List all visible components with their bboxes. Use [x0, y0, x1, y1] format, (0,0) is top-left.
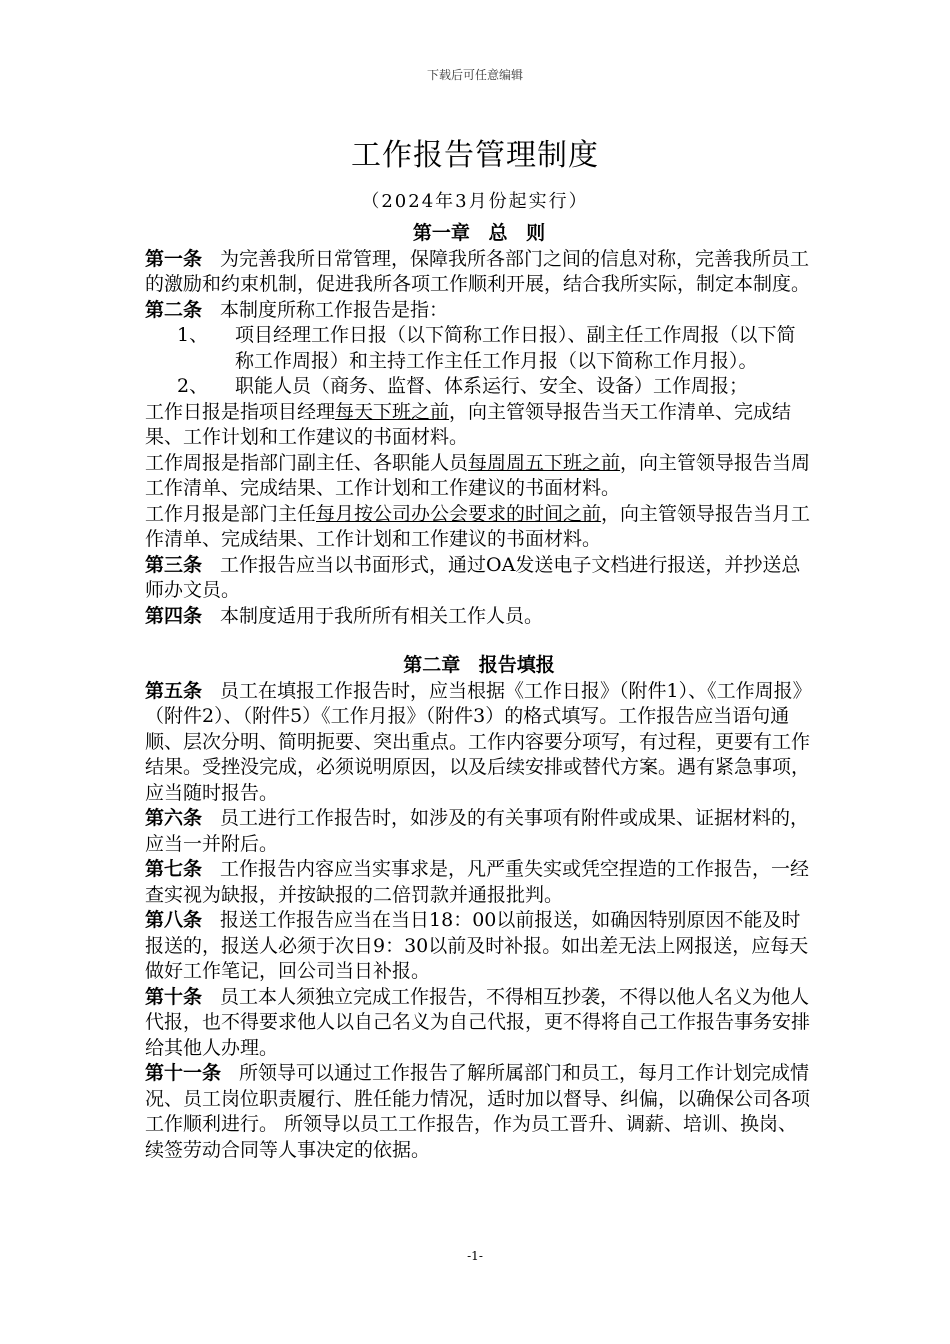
article-label: 第五条 — [145, 679, 203, 702]
definition-daily: 工作日报是指项目经理每天下班之前，向主管领导报告当天工作清单、完成结果、工作计划和工作建议的书面材料。 — [145, 400, 792, 448]
article-label: 第十条 — [145, 985, 203, 1008]
article-text: 员工本人须独立完成工作报告，不得相互抄袭，不得以他人名义为他人代报，也不得要求他人以自己名义为自己代报，更不得将自己工作报告事务安排给其他人办理。 — [145, 985, 811, 1059]
article — [145, 806, 813, 857]
article — [145, 1061, 813, 1163]
article-text: 员工进行工作报告时，如涉及的有关事项有附件或成果、证据材料的，应当一并附后。 — [145, 807, 810, 855]
underlined-deadline: 每周周五下班之前 — [468, 451, 621, 474]
header-note: 下载后可任意编辑 — [426, 68, 523, 82]
definition-monthly: 工作月报是部门主任每月按公司办公会要求的时间之前，向主管领导报告当月工作清单、完成结果、工作计划和工作建议的书面材料。 — [145, 502, 811, 550]
article-text: 为完善我所日常管理，保障我所各部门之间的信息对称，完善我所员工的激励和约束机制，促进我所各项工作顺利开展，结合我所实际，制定本制度。 — [145, 247, 811, 295]
chapter-heading: 第二章 报告填报 — [403, 654, 555, 676]
list-item — [145, 323, 813, 374]
article-label: 第三条 — [145, 553, 203, 576]
document-title: 工作报告管理制度 — [351, 138, 599, 173]
list-item-number: 1、 — [177, 324, 209, 346]
article — [145, 604, 813, 630]
article — [145, 553, 813, 604]
list-item-number: 2、 — [177, 375, 209, 397]
list-item-text: 项目经理工作日报（以下简称工作日报）、副主任工作周报（以下简称工作周报）和主持工作主任工作月报（以下简称工作月报）。 — [235, 324, 796, 372]
underlined-deadline: 每月按公司办公会要求的时间之前 — [316, 502, 602, 525]
article-label: 第一条 — [145, 247, 203, 270]
article-text: 本制度所称工作报告是指： — [220, 298, 449, 321]
document-body — [145, 221, 813, 1163]
article-label: 第八条 — [145, 909, 203, 931]
article-text: 工作报告内容应当实事求是，凡严重失实或凭空捏造的工作报告，一经查实视为缺报，并按缺报的二倍罚款并通报批判。 — [145, 858, 810, 906]
article-label: 第七条 — [145, 858, 203, 880]
article — [145, 985, 813, 1062]
page-number: -1- — [467, 1249, 483, 1263]
document-subtitle: （2024年3月份起实行） — [361, 191, 589, 212]
list-item — [145, 374, 813, 400]
chapter-heading: 第一章 总 则 — [412, 222, 546, 244]
article-text: 本制度适用于我所所有相关工作人员。 — [220, 604, 544, 627]
list-item-text: 职能人员（商务、监督、体系运行、安全、设备）工作周报； — [235, 375, 749, 397]
underlined-deadline: 每天下班之前 — [335, 400, 450, 423]
article-text: 员工在填报工作报告时，应当根据《工作日报》（附件1）、《工作周报》（附件2）、（附件5）《工作月报》（附件3）的格式填写。工作报告应当语句通顺、层次分明、简明扼要、突出重点。工作内容要分项写，有过程，更要有工作结果。受挫没完成，必须说明原因，以及后续安排或替代方案。遇有紧急事项，应当随时报告。 — [145, 679, 812, 804]
definition-weekly: 工作周报是指部门副主任、各职能人员每周周五下班之前，向主管领导报告当周工作清单、完成结果、工作计划和工作建议的书面材料。 — [145, 451, 811, 499]
article — [145, 298, 813, 324]
article-label: 第四条 — [145, 604, 203, 627]
article — [145, 857, 813, 908]
article-label: 第二条 — [145, 298, 203, 321]
article-text: 工作报告应当以书面形式，通过OA发送电子文档进行报送，并抄送总师办文员。 — [145, 553, 801, 601]
article-label: 第十一条 — [145, 1062, 222, 1084]
article — [145, 247, 813, 298]
article — [145, 908, 813, 985]
article-label: 第六条 — [145, 807, 203, 829]
article-text: 所领导可以通过工作报告了解所属部门和员工，每月工作计划完成情况、员工岗位职责履行、胜任能力情况，适时加以督导、纠偏，以确保公司各项工作顺利进行。 所领导以员工工作报告，作为员工晋升、调薪、培训、换岗、续签劳动合同等人事决定的依据。 — [145, 1062, 811, 1161]
article-text: 报送工作报告应当在当日18：00以前报送，如确因特别原因不能及时报送的，报送人必须于次日9：30以前及时补报。如出差无法上网报送，应每天做好工作笔记，回公司当日补报。 — [145, 909, 809, 982]
article — [145, 679, 813, 807]
